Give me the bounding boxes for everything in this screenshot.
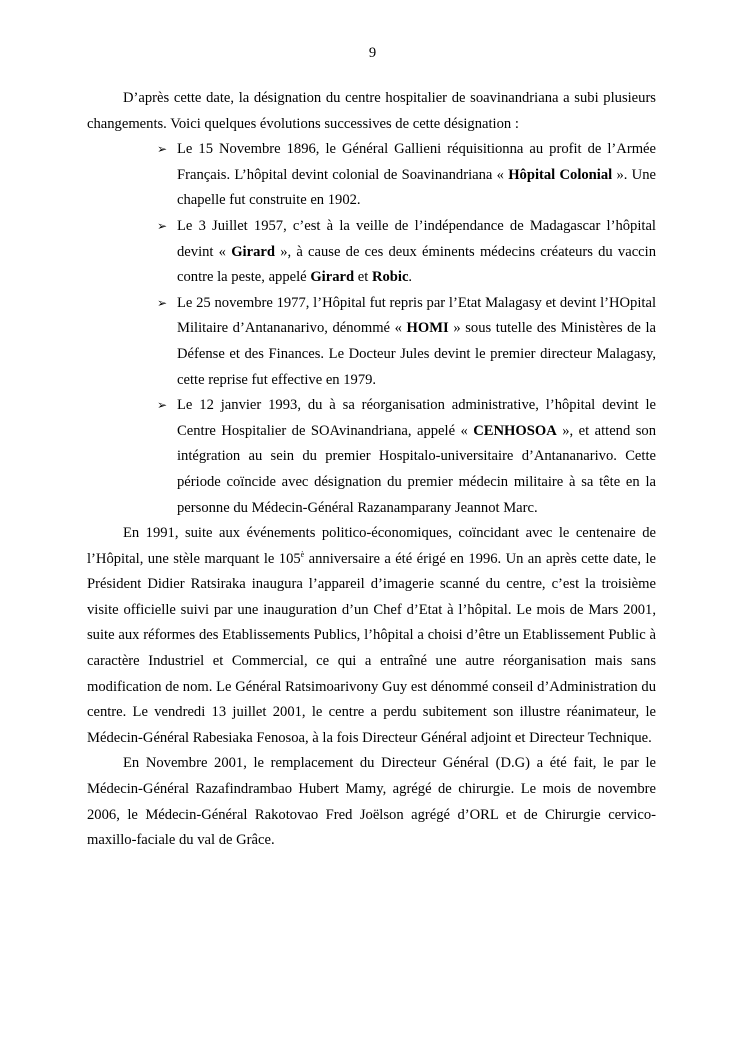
bold-term: Girard (310, 269, 355, 286)
paragraph-1991: En 1991, suite aux événements politico-économiques, coïncidant avec le centenaire de l’Hôpital, une stèle marquant le $105^è$ anniversaire a été érigé en 1996. Un an après cette date, le Président Didier Ratsiraka inaugura l’appareil d’imagerie scanné du centre, c’est la troisième visite officielle suivi par une inauguration d’un Chef d’Etat à l’hôpital. Le mois de Mars 2001, suite aux réformes des Etablissements Publics, l’hôpital a choisi d’être un Etablissement Public à caractère Industriel et Commercial, ce qui a entraîné une autre réorganisation mais sans modification de nom. Le Général Ratsimoarivony Guy est dénommé conseil d’Administration du centre. Le vendredi 13 juillet 2001, le centre a perdu subitement son illustre réanimateur, le Médecin-Général Rabesiaka Fenosoa, à la fois Directeur Général adjoint et Directeur Technique. (87, 525, 656, 746)
arrow-bullet-icon: ➢ (157, 218, 168, 233)
bold-term: Robic (371, 269, 409, 286)
arrow-bullet-icon: ➢ (157, 295, 168, 310)
arrow-bullet-icon: ➢ (157, 398, 168, 413)
intro-paragraph: D’après cette date, la désignation du centre hospitalier de soavinandriana a subi plusieurs changements. Voici quelques évolutions successives de cette désignation : (87, 90, 656, 132)
bold-term: Hôpital Colonial (508, 166, 613, 183)
bold-term: HOMI (406, 320, 449, 337)
list-item: ➢ Le 3 Juillet 1957, c’est à la veille de l’indépendance de Madagascar l’hôpital devint « Girard », à cause de ces deux éminents médecins créateurs du vaccin contre la peste, appelé Girard et Robic. (177, 214, 656, 291)
bold-term: Girard (231, 243, 275, 260)
designation-list (87, 137, 656, 521)
list-item: ➢ Le 12 janvier 1993, du à sa réorganisation administrative, l’hôpital devint le Centre Hospitalier de SOAvinandriana, appelé « CENHOSOA », et attend son intégration au sein du premier Hospitalo-universitaire d’Antananarivo. Cette période coïncide avec désignation du premier médecin militaire à sa tête en la personne du Médecin-Général Razanamparany Jeannot Marc. (177, 393, 656, 521)
superscript: è (300, 549, 305, 559)
list-item: ➢ Le 15 Novembre 1896, le Général Gallieni réquisitionna au profit de l’Armée Français. L’hôpital devint colonial de Soavinandriana « Hôpital Colonial ». Une chapelle fut construite en 1902. (177, 137, 656, 214)
paragraph-2001: En Novembre 2001, le remplacement du Directeur Général (D.G) a été fait, le par le Médecin-Général Razafindrambao Hubert Mamy, agrégé de chirurgie. Le mois de novembre 2006, le Médecin-Général Rakotovao Fred Joëlson agrégé d’ORL et de Chirurgie cervico-maxillo-faciale du val de Grâce. (87, 755, 656, 849)
bold-term: CENHOSOA (473, 422, 557, 439)
page-number: 9 (368, 45, 377, 61)
arrow-bullet-icon: ➢ (157, 142, 168, 157)
page-body (87, 86, 656, 854)
list-item: ➢ Le 25 novembre 1977, l’Hôpital fut repris par l’Etat Malagasy et devint l’HOpital Militaire d’Antananarivo, dénommé « HOMI » sous tutelle des Ministères de la Défense et des Finances. Le Docteur Jules devint le premier directeur Malagasy, cette reprise fut effective en 1979. (177, 291, 656, 393)
